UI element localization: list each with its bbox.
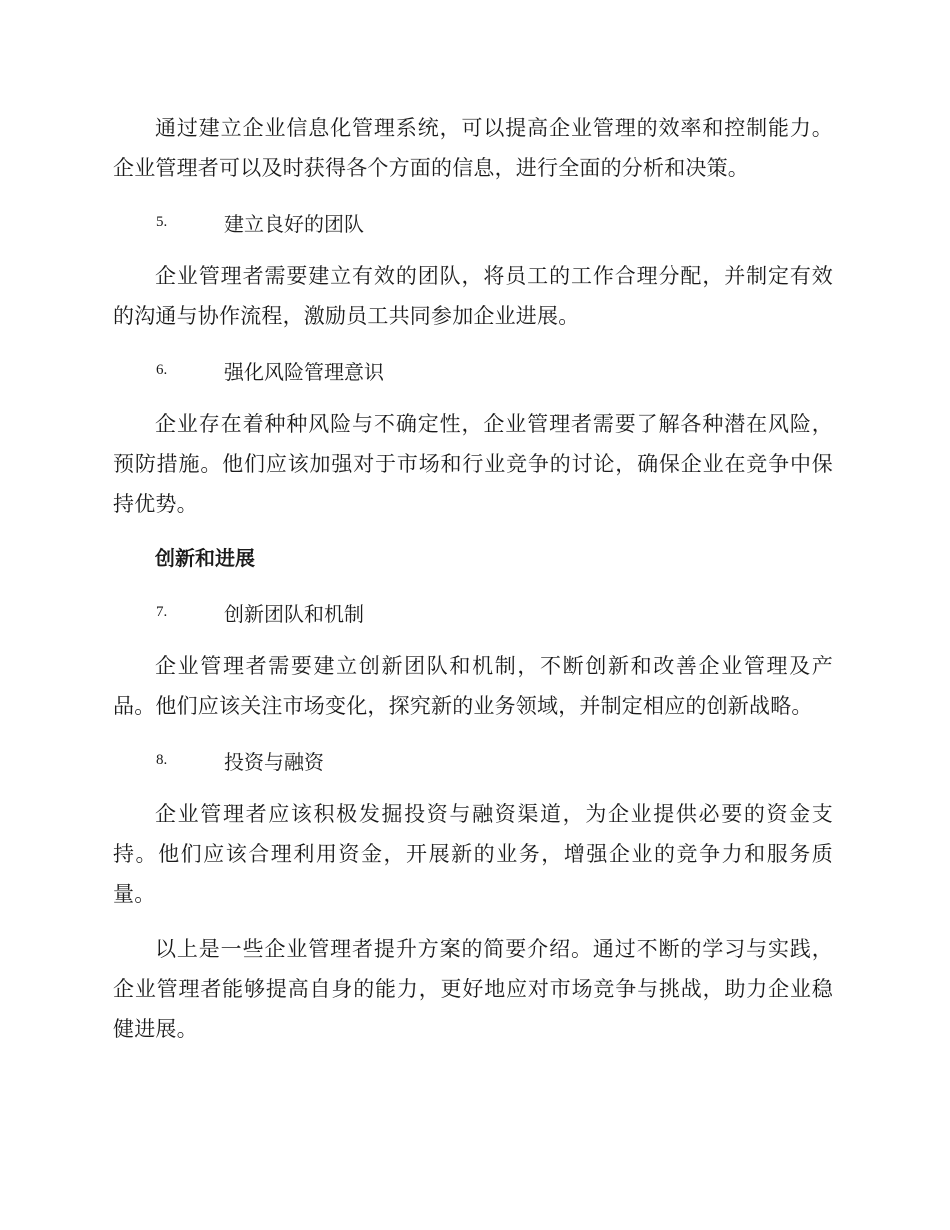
paragraph-innovation: 企业管理者需要建立创新团队和机制，不断创新和改善企业管理及产品。他们应该关注市场变化，探究新的业务领域，并制定相应的创新战略。 <box>113 654 833 718</box>
section-heading: 创新和进展 <box>155 546 255 570</box>
paragraph-conclusion: 以上是一些企业管理者提升方案的简要介绍。通过不断的学习与实践，企业管理者能够提高自身的能力，更好地应对市场竞争与挑战，助力企业稳健进展。 <box>113 937 833 1041</box>
list-item-title: 创新团队和机制 <box>224 601 364 626</box>
list-item-title: 强化风险管理意识 <box>224 359 384 384</box>
list-item-8 <box>156 740 833 780</box>
list-item-number: 5. <box>156 213 168 230</box>
list-item-title: 投资与融资 <box>224 749 324 774</box>
list-item-7 <box>156 592 833 632</box>
list-item-number: 7. <box>156 603 168 620</box>
paragraph-team-building: 企业管理者需要建立有效的团队，将员工的工作合理分配，并制定有效的沟通与协作流程，激励员工共同参加企业进展。 <box>113 264 833 328</box>
list-item-5 <box>156 202 833 242</box>
list-item-number: 6. <box>156 361 168 378</box>
list-item-title: 建立良好的团队 <box>224 211 364 236</box>
paragraph-investment: 企业管理者应该积极发掘投资与融资渠道，为企业提供必要的资金支持。他们应该合理利用资金，开展新的业务，增强企业的竞争力和服务质量。 <box>113 802 833 906</box>
list-item-6 <box>156 350 833 390</box>
list-item-number: 8. <box>156 751 168 768</box>
paragraph-information-system: 通过建立企业信息化管理系统，可以提高企业管理的效率和控制能力。企业管理者可以及时获得各个方面的信息，进行全面的分析和决策。 <box>113 116 833 180</box>
document-page <box>113 108 833 1049</box>
paragraph-risk-management: 企业存在着种种风险与不确定性，企业管理者需要了解各种潜在风险，预防措施。他们应该加强对于市场和行业竞争的讨论，确保企业在竞争中保持优势。 <box>113 412 833 516</box>
